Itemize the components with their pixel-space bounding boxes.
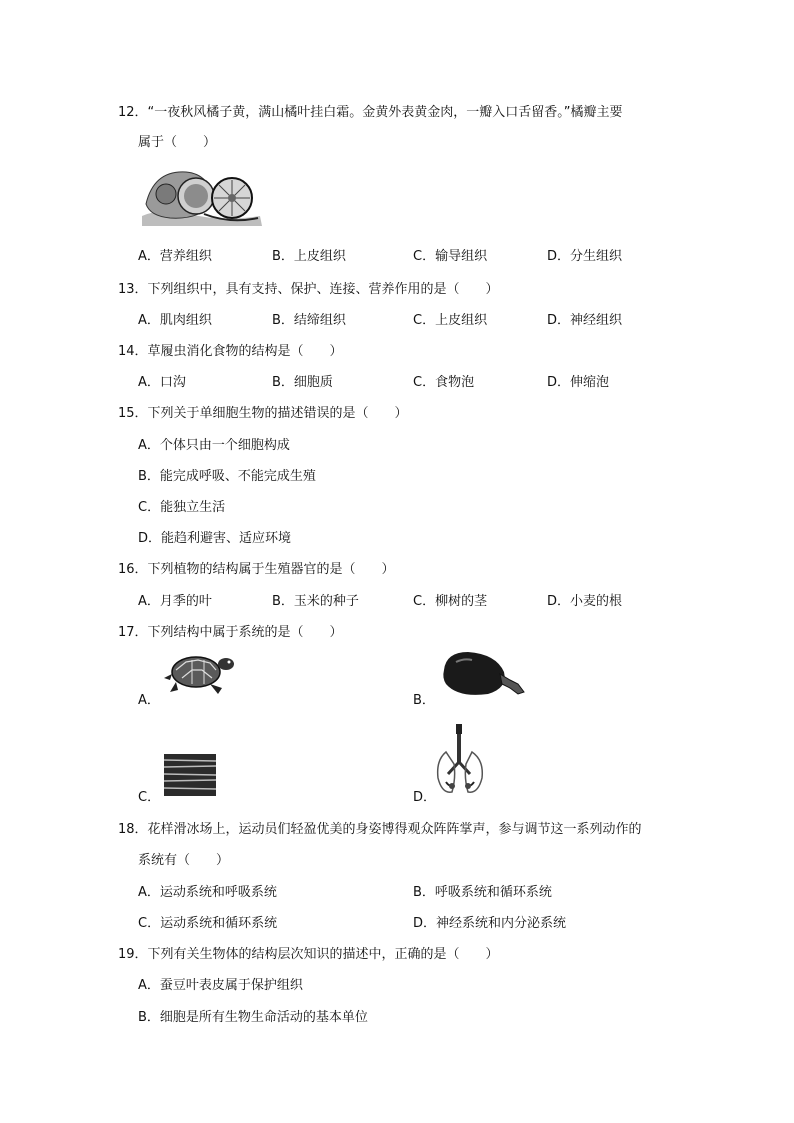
q19-option-a: A．蚕豆叶表皮属于保护组织 [138,978,303,993]
q12-option-c: C．输导组织 [413,249,488,264]
q17-option-c: C． [138,790,161,805]
q14-stem: 14．草履虫消化食物的结构是（ ） [118,344,343,359]
respiratory-system-image [432,722,488,800]
q16-option-d: D．小麦的根 [547,594,623,609]
q16-option-b: B．玉米的种子 [272,594,359,609]
q13-option-b: B．结缔组织 [272,313,346,328]
turtle-image [162,648,236,698]
q17-option-a: A． [138,693,160,708]
orange-slices-photo [140,164,266,228]
eggplant-image [438,648,530,700]
q18-stem-line2: 系统有（ ） [138,853,230,868]
q18-option-c: C．运动系统和循环系统 [138,916,278,931]
q16-option-a: A．月季的叶 [138,594,212,609]
q18-option-d: D．神经系统和内分泌系统 [413,916,567,931]
q12-option-b: B．上皮组织 [272,249,346,264]
q16-stem: 16．下列植物的结构属于生殖器官的是（ ） [118,562,395,577]
q18-stem-line1: 18．花样滑冰场上，运动员们轻盈优美的身姿博得观众阵阵掌声，参与调节这一系列动作的 [118,822,642,837]
q13-option-a: A．肌肉组织 [138,313,212,328]
q17-option-d: D． [413,790,437,805]
q18-option-b: B．呼吸系统和循环系统 [413,885,552,900]
q15-option-c: C．能独立生活 [138,500,226,515]
muscle-tissue-image [164,754,216,796]
q15-option-a: A．个体只由一个细胞构成 [138,438,290,453]
q15-option-d: D．能趋利避害、适应环境 [138,531,292,546]
q18-option-a: A．运动系统和呼吸系统 [138,885,277,900]
q14-option-d: D．伸缩泡 [547,375,610,390]
q12-stem-line2: 属于（ ） [138,135,217,150]
q12-stem-line1: 12．“一夜秋风橘子黄，满山橘叶挂白霜。金黄外表黄金肉，一瓣入口舌留香。”橘瓣主要 [118,105,623,120]
q15-option-b: B．能完成呼吸、不能完成生殖 [138,469,316,484]
q14-option-a: A．口沟 [138,375,186,390]
q12-option-d: D．分生组织 [547,249,623,264]
q17-stem: 17．下列结构中属于系统的是（ ） [118,625,343,640]
q14-option-c: C．食物泡 [413,375,475,390]
q15-stem: 15．下列关于单细胞生物的描述错误的是（ ） [118,406,408,421]
q13-option-d: D．神经组织 [547,313,623,328]
q17-option-b: B． [413,693,435,708]
q12-option-a: A．营养组织 [138,249,212,264]
q16-option-c: C．柳树的茎 [413,594,488,609]
q14-option-b: B．细胞质 [272,375,333,390]
q13-stem: 13．下列组织中，具有支持、保护、连接、营养作用的是（ ） [118,282,499,297]
q19-option-b: B．细胞是所有生物生命活动的基本单位 [138,1010,368,1025]
q19-stem: 19．下列有关生物体的结构层次知识的描述中，正确的是（ ） [118,947,499,962]
q13-option-c: C．上皮组织 [413,313,488,328]
